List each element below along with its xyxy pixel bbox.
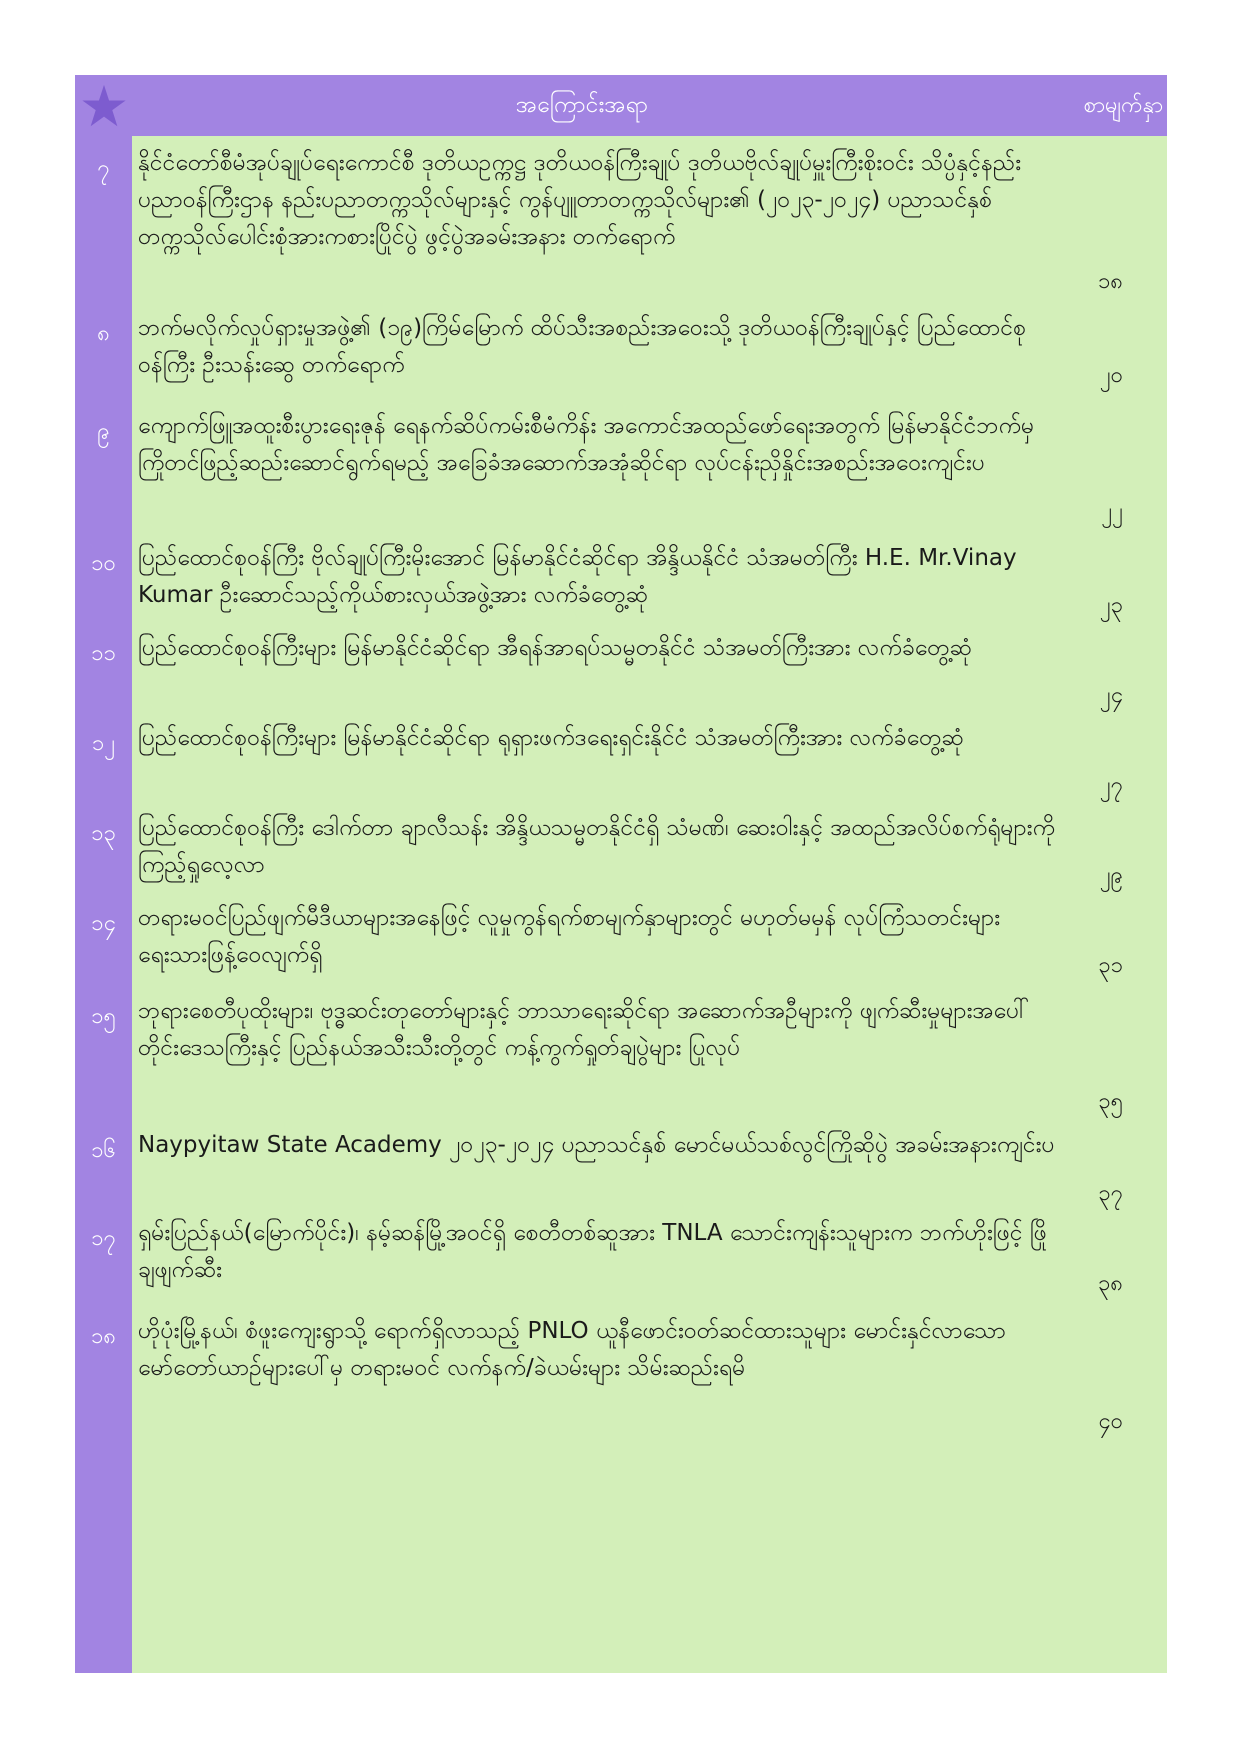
table-of-contents: [75, 75, 1167, 1673]
entry-number: ၁၄: [91, 911, 116, 936]
toc-entry[interactable]: [75, 1313, 1167, 1441]
entry-number: ၁၆: [91, 1138, 116, 1163]
header-star-cell: [75, 75, 132, 136]
entry-page: ၃၁: [1098, 953, 1123, 978]
entry-number: ၁၃: [91, 821, 116, 846]
entry-title: ပြည်ထောင်စုဝန်ကြီးများ မြန်မာနိုင်ငံဆိုင်ရာ ရုရှားဖက်ဒရေးရှင်းနိုင်ငံ သံအမတ်ကြီးအား လက်ခံတွေ့ဆုံ: [138, 725, 964, 751]
entry-number: ၁၇: [91, 1226, 116, 1251]
toc-entry[interactable]: [75, 993, 1167, 1121]
entry-title: ပြည်ထောင်စုဝန်ကြီးများ မြန်မာနိုင်ငံဆိုင်ရာ အီရန်အာရပ်သမ္မတနိုင်ငံ သံအမတ်ကြီးအား လက်ခံတွေ့ဆုံ: [138, 635, 972, 661]
toc-entry[interactable]: [75, 145, 1167, 301]
entry-page: ၂၄: [1099, 683, 1123, 708]
entry-number: ၁၀: [91, 551, 116, 576]
toc-entry[interactable]: [75, 1127, 1167, 1213]
entry-title: ပြည်ထောင်စုဝန်ကြီး ဒေါက်တာ ချာလီသန်း အိန္ဒိယသမ္မတနိုင်ငံရှိ သံမဏိ၊ ဆေးဝါးနှင့် အထည်အလိပ်စက်ရုံများကို ကြည့်ရှုလေ့လာ: [138, 815, 1056, 878]
toc-header: [132, 75, 1167, 136]
entry-title: နိုင်ငံတော်စီမံအုပ်ချုပ်ရေးကောင်စီ ဒုတိယဥက္ကဋ္ဌ ဒုတိယဝန်ကြီးချုပ် ဒုတိယဗိုလ်ချုပ်မှူးကြီးစိုးဝင်း သိပ္ပံနှင့်နည်းပညာဝန်ကြီးဌာန နည်းပညာတက္ကသိုလ်များနှင့် ကွန်ပျူတာတက္ကသိုလ်များ၏ (၂၀၂၃-၂၀၂၄) ပညာသင်နှစ် တက္ကသိုလ်ပေါင်းစုံအားကစားပြိုင်ပွဲ ဖွင့်ပွဲအခမ်းအနား တက်ရောက်: [138, 150, 1022, 250]
entry-number: ၁၁: [91, 641, 116, 666]
entry-page: ၁၈: [1098, 269, 1123, 294]
entry-title: ဘုရားစေတီပုထိုးများ၊ ဗုဒ္ဓဆင်းတုတော်များနှင့် ဘာသာရေးဆိုင်ရာ အဆောက်အဦများကို ဖျက်ဆီးမှုများအပေါ် တိုင်းဒေသကြီးနှင့် ပြည်နယ်အသီးသီးတို့တွင် ကန့်ကွက်ရှုတ်ချပွဲများ ပြုလုပ်: [138, 998, 1030, 1061]
entry-number: ၁၂: [91, 731, 116, 756]
star-icon: [81, 83, 127, 129]
entry-title: ဟိုပုံးမြို့နယ်၊ စံဖူးကျေးရွာသို့ ရောက်ရှိလာသည့် PNLO ယူနီဖောင်းဝတ်ဆင်ထားသူများ မောင်းနှင်လာသော မော်တော်ယာဉ်များပေါ်မှ တရားမဝင် လက်နက်/ခဲယမ်းများ သိမ်းဆည်းရမိ: [138, 1318, 1006, 1381]
entry-number: ၈: [97, 321, 110, 346]
toc-entry[interactable]: [75, 310, 1167, 395]
entry-page: ၂၉: [1099, 863, 1123, 888]
entry-number: ၁၈: [91, 1324, 116, 1349]
toc-entry[interactable]: [75, 540, 1167, 625]
toc-entry[interactable]: [75, 630, 1167, 715]
toc-entry[interactable]: [75, 810, 1167, 895]
entry-title: ပြည်ထောင်စုဝန်ကြီး ဗိုလ်ချုပ်ကြီးမိုးအောင် မြန်မာနိုင်ငံဆိုင်ရာ အိန္ဒိယနိုင်ငံ သံအမတ်ကြီး H.E. Mr.Vinay Kumar ဦးဆောင်သည့်ကိုယ်စားလှယ်အဖွဲ့အား လက်ခံတွေ့ဆုံ: [138, 545, 1017, 608]
entry-page: ၂၂: [1101, 499, 1123, 524]
entry-page: ၃၇: [1098, 1181, 1123, 1206]
entry-title: ရှမ်းပြည်နယ်(မြောက်ပိုင်း)၊ နမ့်ဆန်မြို့အဝင်ရှိ စေတီတစ်ဆူအား TNLA သောင်းကျန်းသူများက ဘက်ဟိုးဖြင့် ဖြိုချဖျက်ဆီး: [138, 1220, 1047, 1283]
toc-entry[interactable]: [75, 900, 1167, 985]
toc-entry[interactable]: [75, 720, 1167, 805]
toc-entry[interactable]: [75, 408, 1167, 531]
entry-title: Naypyitaw State Academy ၂၀၂၃-၂၀၂၄ ပညာသင်နှစ် မောင်မယ်သစ်လွင်ကြိုဆိုပွဲ အခမ်းအနားကျင်းပ: [138, 1132, 1055, 1158]
entry-title: ကျောက်ဖြူအထူးစီးပွားရေးဇုန် ရေနက်ဆိပ်ကမ်းစီမံကိန်း အကောင်အထည်ဖော်ရေးအတွက် မြန်မာနိုင်ငံဘက်မှ ကြိုတင်ဖြည့်ဆည်းဆောင်ရွက်ရမည့် အခြေခံအဆောက်အအုံဆိုင်ရာ လုပ်ငန်းညှိနှိုင်းအစည်းအဝေးကျင်းပ: [138, 413, 1035, 476]
entry-number: ၉: [97, 419, 110, 444]
entry-number: ၁၅: [91, 1004, 116, 1029]
page-column-label: စာမျက်နှာ: [1083, 93, 1163, 118]
entry-page: ၃၈: [1098, 1271, 1123, 1296]
toc-title: အကြောင်းအရာ: [515, 92, 649, 118]
entry-title: တရားမဝင်ပြည်ဖျက်မီဒီယာများအနေဖြင့် လူမှုကွန်ရက်စာမျက်နှာများတွင် မဟုတ်မမှန် လုပ်ကြံသတင်းများ ရေးသားဖြန့်ဝေလျက်ရှိ: [138, 905, 1001, 968]
entry-page: ၂၃: [1099, 593, 1123, 618]
entry-page: ၂၀: [1099, 363, 1123, 388]
entry-title: ဘက်မလိုက်လှုပ်ရှားမှုအဖွဲ့၏ (၁၉)ကြိမ်မြောက် ထိပ်သီးအစည်းအဝေးသို့ ဒုတိယဝန်ကြီးချုပ်နှင့် ပြည်ထောင်စုဝန်ကြီး ဦးသန်းဆွေ တက်ရောက်: [138, 315, 1027, 378]
entry-number: ၇: [97, 156, 110, 181]
entry-page: ၄၀: [1098, 1409, 1123, 1434]
entry-page: ၂၇: [1099, 773, 1123, 798]
entry-page: ၃၅: [1098, 1089, 1123, 1114]
toc-entry[interactable]: [75, 1215, 1167, 1303]
